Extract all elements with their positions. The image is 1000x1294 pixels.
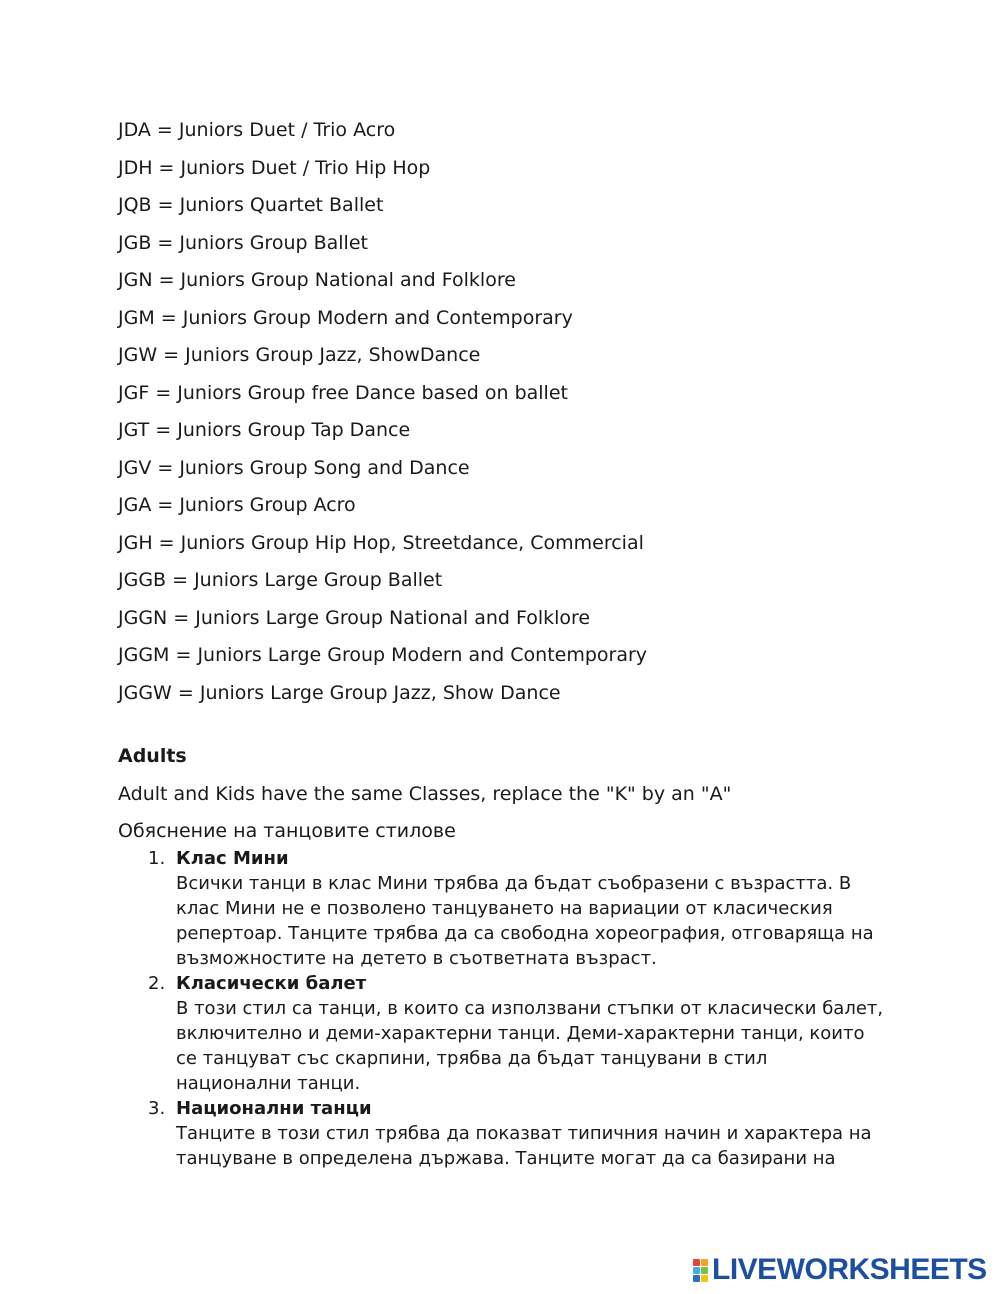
dance-styles-list	[118, 846, 888, 1171]
class-code-item: JGA = Juniors Group Acro	[118, 494, 356, 516]
dance-style-description: Всички танци в клас Мини трябва да бъдат съобразени с възрастта. В клас Мини не е позволено танцуването на вариации от класическия репертоар. Танците трябва да са свободна хореография, отговаряща на възможностите на детето в съответната възраст.	[176, 873, 874, 969]
class-code-item: JGF = Juniors Group free Dance based on ballet	[118, 381, 568, 404]
class-code-item: JGGN = Juniors Large Group National and Folklore	[118, 606, 591, 629]
class-code-item: JGM = Juniors Group Modern and Contemporary	[118, 306, 573, 329]
class-code-item: JDA = Juniors Duet / Trio Acro	[118, 119, 396, 141]
class-code-item: JGV = Juniors Group Song and Dance	[118, 456, 470, 479]
adults-note: Adult and Kids have the same Classes, replace the "K" by an "A"	[118, 783, 732, 805]
dance-style-number: 2.	[148, 973, 166, 994]
dance-style-title: Национални танци	[176, 1098, 372, 1119]
dance-style-title: Класически балет	[176, 973, 367, 994]
logo-block	[693, 1259, 700, 1266]
logo-block	[701, 1259, 708, 1266]
dance-style-number: 1.	[148, 848, 166, 869]
logo-block	[693, 1275, 700, 1282]
class-code-item: JGN = Juniors Group National and Folklore	[118, 269, 516, 291]
dance-style-item	[118, 971, 888, 1096]
logo-text: LIVEWORKSHEETS	[712, 1253, 987, 1286]
logo-block	[693, 1267, 700, 1274]
adults-heading: Adults	[118, 745, 187, 767]
liveworksheets-logo-icon	[693, 1259, 708, 1282]
class-code-list	[118, 117, 647, 717]
class-code-item: JGGB = Juniors Large Group Ballet	[118, 569, 443, 591]
logo-block	[701, 1275, 708, 1282]
dance-style-item	[118, 846, 888, 971]
class-code-item: JQB = Juniors Quartet Ballet	[118, 194, 384, 216]
dance-style-description: Танците в този стил трябва да показват типичния начин и характера на танцуване в определена държава. Танците могат да са базирани на	[176, 1123, 872, 1169]
dance-style-item	[118, 1096, 888, 1171]
class-code-item: JGGW = Juniors Large Group Jazz, Show Dance	[118, 681, 561, 704]
dance-styles-title: Обяснение на танцовите стилове	[118, 820, 456, 842]
liveworksheets-logo	[693, 1255, 987, 1285]
class-code-item: JGW = Juniors Group Jazz, ShowDance	[118, 344, 481, 366]
dance-style-number: 3.	[148, 1098, 166, 1119]
logo-block	[701, 1267, 708, 1274]
class-code-item: JGH = Juniors Group Hip Hop, Streetdance, Commercial	[118, 531, 644, 554]
dance-style-description: В този стил са танци, в които са използвани стъпки от класически балет, включително и деми-характерни танци. Деми-характерни танци, които се танцуват със скарпини, трябва да бъдат танцувани в стил национални танци.	[176, 998, 884, 1094]
dance-style-title: Клас Мини	[176, 848, 289, 869]
class-code-item: JGGM = Juniors Large Group Modern and Contemporary	[118, 644, 648, 666]
class-code-item: JDH = Juniors Duet / Trio Hip Hop	[118, 156, 431, 179]
class-code-item: JGT = Juniors Group Tap Dance	[118, 419, 411, 441]
class-code-item: JGB = Juniors Group Ballet	[118, 231, 368, 254]
